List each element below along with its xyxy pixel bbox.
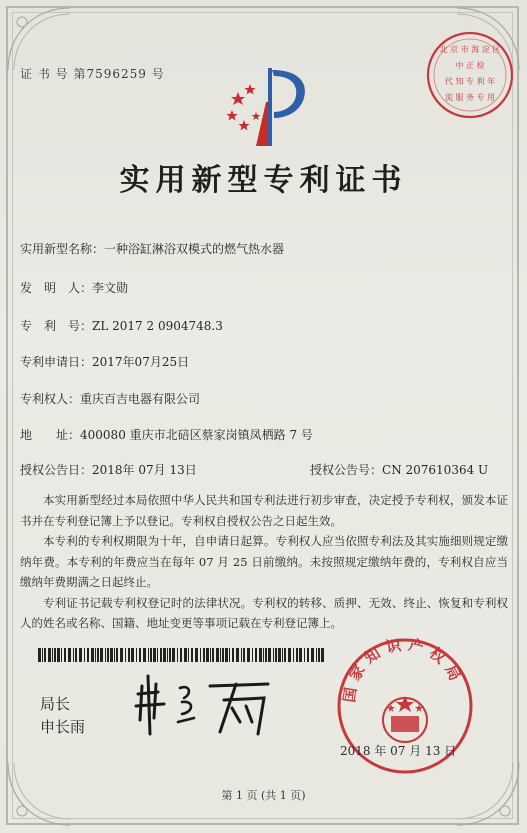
barcode-bar (318, 648, 320, 662)
barcode-bar (278, 648, 281, 662)
director-name: 申长雨 (40, 718, 86, 736)
barcode-bar (275, 648, 277, 662)
barcode-bar (64, 648, 66, 662)
address-label: 地 址： (20, 428, 81, 442)
barcode-bar (48, 648, 51, 662)
utility-model-name-label: 实用新型名称： (20, 242, 105, 256)
barcode-bar (105, 648, 106, 662)
barcode-bar (97, 648, 99, 662)
sipo-logo-icon (220, 62, 320, 150)
barcode-bar (243, 648, 245, 662)
filing-date-label: 专利申请日： (20, 355, 93, 369)
grant-date-label: 授权公告日： (20, 463, 93, 477)
page-number: 第 1 页 (共 1 页) (221, 789, 306, 802)
barcode-bar (188, 648, 189, 662)
body-paragraph: 本实用新型经过本局依照中华人民共和国专利法进行初步审查，决定授予专利权，颁发本证书并在专利登记簿上予以登记。专利权自授权公告之日起生效。 (20, 493, 508, 528)
barcode-bar (157, 648, 158, 662)
corner-ornament-top-left (4, 4, 74, 74)
barcode-bar (100, 648, 103, 662)
barcode-bar (160, 648, 162, 662)
barcode-bar (42, 648, 43, 662)
patentee-row (20, 390, 200, 407)
barcode-bar (110, 648, 113, 662)
barcode-bar (114, 648, 115, 662)
patentee-value: 重庆百吉电器有限公司 (80, 392, 201, 406)
barcode-bar (68, 648, 71, 662)
barcode-bar (54, 648, 56, 662)
barcode-bar (304, 648, 305, 662)
barcode-bar (61, 648, 62, 662)
barcode-bar (73, 648, 74, 662)
utility-model-name-row (20, 240, 284, 257)
barcode-bar (259, 648, 262, 662)
barcode-bar (216, 648, 219, 662)
document-title: 实用新型专利证书 (119, 163, 408, 198)
barcode-bar (150, 648, 152, 662)
barcode-bar (222, 648, 224, 662)
patent-number-label: 专 利 号： (20, 319, 93, 333)
barcode-bar (128, 648, 130, 662)
barcode-bar (203, 648, 205, 662)
barcode-bar (116, 648, 118, 662)
barcode-bar (220, 648, 221, 662)
barcode-bar (143, 648, 146, 662)
barcode-bar (52, 648, 53, 662)
grant-number-value: CN 207610364 U (382, 463, 489, 477)
grant-number-row (310, 461, 488, 478)
barcode-bar (268, 648, 271, 662)
national-seal-text: 国家知识产权局 (340, 636, 467, 704)
barcode (38, 648, 326, 662)
barcode-bar (200, 648, 201, 662)
barcode-bar (299, 648, 302, 662)
body-paragraph: 本专利的专利权期限为十年，自申请日起算。专利权人应当依照专利法及其实施细则规定缴纳年费。本专利的年费应当在每年 07 月 25 日前缴纳。未按照规定缴纳年费的，专利权自应当缴纳年费期满之日起终止。 (20, 534, 508, 589)
barcode-bar (321, 648, 324, 662)
barcode-bar (247, 648, 250, 662)
barcode-bar (91, 648, 94, 662)
barcode-bar (293, 648, 294, 662)
utility-model-name-value: 一种浴缸淋浴双模式的燃气热水器 (104, 242, 285, 256)
barcode-bar (316, 648, 317, 662)
certificate-number: 证 书 号 第7596259 号 (20, 67, 165, 81)
barcode-bar (172, 648, 175, 662)
barcode-bar (241, 648, 242, 662)
barcode-bar (282, 648, 283, 662)
barcode-bar (84, 648, 85, 662)
barcode-bar (79, 648, 82, 662)
director-signature (128, 672, 278, 742)
barcode-bar (107, 648, 109, 662)
barcode-bar (307, 648, 309, 662)
patent-number-row (20, 317, 223, 334)
barcode-bar (139, 648, 141, 662)
agency-seal-line-3: 代 知 专 利 年 (444, 77, 496, 86)
barcode-bar (311, 648, 314, 662)
director-title: 局长 (40, 695, 71, 713)
agency-seal-line-2: 中 正 检 (455, 61, 485, 70)
barcode-bar (131, 648, 134, 662)
barcode-bar (191, 648, 193, 662)
agency-seal-line-1: 北 京 市 海 淀 区 (439, 45, 501, 54)
barcode-bar (255, 648, 257, 662)
barcode-bar (163, 648, 166, 662)
barcode-bar (148, 648, 149, 662)
agency-seal-line-4: 流 服 务 专 用 (444, 93, 496, 102)
barcode-bar (75, 648, 77, 662)
body-paragraph: 专利证书记载专利权登记时的法律状况。专利权的转移、质押、无效、终止、恢复和专利权人的姓名或名称、国籍、地址变更等事项记载在专利登记簿上。 (20, 595, 508, 630)
barcode-bar (263, 648, 264, 662)
barcode-bar (212, 648, 214, 662)
barcode-bar (38, 648, 41, 662)
patentee-label: 专利权人： (20, 392, 81, 406)
barcode-bar (288, 648, 291, 662)
inventor-value: 李文勋 (92, 281, 129, 295)
grant-number-label: 授权公告号： (310, 463, 383, 477)
barcode-bar (284, 648, 286, 662)
agency-seal (425, 30, 515, 120)
inventor-label: 发 明 人： (20, 281, 93, 295)
barcode-bar (167, 648, 168, 662)
barcode-bar (44, 648, 46, 662)
svg-text:国家知识产权局 (340, 636, 467, 704)
seal-date: 2018 年 07 月 13 日 (340, 744, 457, 758)
barcode-bar (225, 648, 228, 662)
barcode-bar (252, 648, 253, 662)
barcode-bar (265, 648, 267, 662)
barcode-bar (87, 648, 89, 662)
barcode-bar (125, 648, 126, 662)
filing-date-value: 2017年07月25日 (92, 355, 190, 369)
barcode-bar (57, 648, 60, 662)
inventor-row (20, 279, 128, 296)
filing-date-row (20, 353, 189, 370)
barcode-bar (177, 648, 178, 662)
certificate-body (20, 490, 508, 634)
barcode-bar (95, 648, 96, 662)
address-row (20, 426, 313, 443)
barcode-bar (120, 648, 123, 662)
barcode-bar (210, 648, 211, 662)
barcode-bar (195, 648, 198, 662)
barcode-bar (136, 648, 137, 662)
grant-date-value: 2018年 07月 13日 (92, 463, 197, 477)
patent-number-value: ZL 2017 2 0904748.3 (92, 319, 223, 333)
barcode-bar (229, 648, 230, 662)
barcode-bar (184, 648, 187, 662)
grant-date-row (20, 461, 197, 478)
barcode-bar (232, 648, 234, 662)
address-value: 400080 重庆市北碚区蔡家岗镇凤栖路 7 号 (80, 428, 313, 442)
barcode-bar (273, 648, 274, 662)
barcode-bar (236, 648, 239, 662)
barcode-bar (169, 648, 171, 662)
barcode-bar (296, 648, 298, 662)
barcode-bar (180, 648, 182, 662)
barcode-bar (206, 648, 209, 662)
barcode-bar (153, 648, 156, 662)
